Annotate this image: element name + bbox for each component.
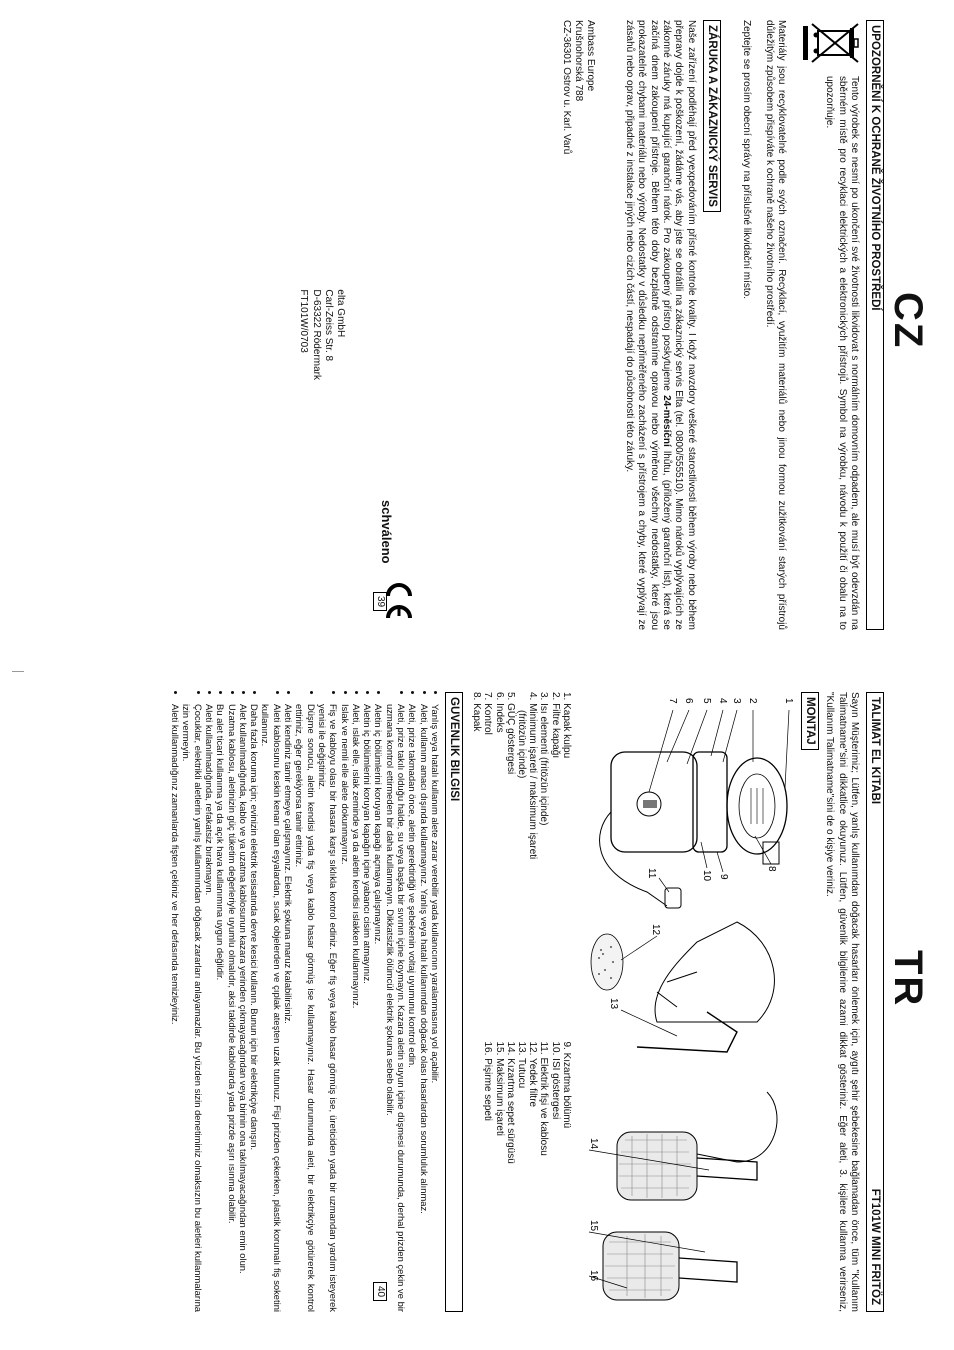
crossed-bin-icon [797,20,860,66]
safety-item: • Çocuklar, elektrikli aletlerin yanlış kullanımından doğacak zararları anlayamazlar. Bu yüzden sizin denetiminiz olmaksızın bu aletleri kullanmalarına izin vermeyin. [181,704,204,1312]
part-item: 16. Pişirme sepeti [482,1041,494,1121]
callout-13: 13 [607,998,619,1010]
part-item: 1. Kapak kulpu [560,692,572,759]
part-item: 6. Indeks [493,692,505,733]
callout-16: 16 [587,1270,599,1282]
cz-collection-text: Zeptejte se prosím obecní správy na příslušné likvidační místo. [741,20,753,300]
callout-7: 7 [666,698,678,704]
safety-item: • Daha fazla koruma için; evinizin elektrik tesisatında devre kesici kullanın. Bunun için bir elektrikçiye danışın. [249,704,260,1312]
safety-item: • Aleti kablosunu keskin kenarı olan eşyalardan, sıcak objelerden ve çıplak ateşten uzak tutunuz. Fişi prizden çekerken, plastik korumalı fiş soketini kullanınız. [260,704,283,1312]
safety-item: • Aleti, prize takmadan önce, aletin gerektirdiği ve şebekenin voltaj uyumunu kontrol edin. [407,704,418,1312]
tr-montaj-heading: MONTAJ [801,692,819,750]
part-item: 3. Isı elementi (fritözün içinde) [538,692,550,826]
tr-language-label: TR [886,950,930,1008]
fryer-diagram [580,692,797,1312]
cz-recycle-text: Materiály jsou recyklovatelné podle svých označení. Recyklací, využitím materiálů nebo jinou formou zužitkování starých přístrojů důležitým způsobem přispíváte k ochraně našeho životního prostředí. [763,20,787,630]
parts-list-right [471,1041,572,1312]
safety-item: • Aleti, kullanım amacı dışında kullanmayınız. Yanlış veya hatalı kullanımdan doğacak olası hasarlardan sorumluluk alınmaz. [418,704,429,1312]
part-item: (fritözün içinde) [515,710,527,779]
tr-page [170,692,930,1312]
callout-6: 6 [682,698,694,704]
cz-weee-block [797,20,860,630]
part-item: 12. Yedek filtre [527,1041,539,1108]
cz-language-label: CZ [886,292,930,350]
page-divider [12,671,24,672]
cz-page [297,20,930,630]
part-item: 14. Kızartma sepet sürgüsü [504,1041,516,1164]
callout-14: 14 [587,1138,599,1150]
callout-8: 8 [765,866,777,872]
safety-item: • Aleti, prize takılı olduğu halde, su veya başka bir sıvının içine koymayın. Kazara aletin suyun içine düşmesi durumunda, derhal prizden çekin ve bir uzmana kontrol ettirmeden bir daha kullanmayın. Dikkatsizlik ölümcül elektrik şokuna sebeb olabilir. [384,704,407,1312]
callout-10: 10 [700,870,712,882]
safety-item: • Islak ve nemli elle alete dokunmayınız. [339,704,350,1312]
safety-item: • Bu alet ticari kullanıma ya da açık hava kullanımına uygun değildir. [215,704,226,1312]
tr-manual-heading: TALIMAT EL KITABI FT101W MINI FRITÖZ [866,692,884,1312]
safety-item: • Aleti kullanılmadığında, refakatsiz bırakmayın. [204,704,215,1312]
safety-item: • Aletin iç bölümlerini koruyan kapağın içine yabancı cisim atmayınız. [362,704,373,1312]
callout-11: 11 [645,868,657,879]
safety-item: • Uzatma kablosu, aletinizin güç tüketim değerleriyle uyumlu olmalıdır, aksi takdirde kablolarda yada prizde aşırı ısınma olabilir. [226,704,237,1312]
callout-1: 1 [782,698,794,704]
tr-safety-heading: GUVENLIK BILGISI [445,692,463,1312]
part-item: 13. Tutucu [515,1041,527,1089]
part-item: 11. Elektrik fişi ve kablosu [538,1041,550,1156]
safety-item: • Aleti kendiniz tamir etmeye çalışmayınız. Elektrik şokuna maruz kalabilirsiniz. [283,704,294,1312]
parts-list [471,692,572,1312]
safety-item: • Aletin iç bölümlerini koruyan kapağı açmaya çalışmayınız. [373,704,384,1312]
part-item: 5. GÜÇ göstergesi [504,692,516,775]
cz-address-left: Ambass Europe Krušnohorská 788 CZ-36301 Ostrov u. Karl. Varů [560,20,597,155]
callout-9: 9 [717,874,729,880]
callout-3: 3 [730,698,742,704]
callout-15: 15 [587,1220,599,1232]
part-item: 4. Minimum işareti / maksimum işareti [527,692,539,860]
approved-label: schváleno [379,500,394,564]
safety-item: • Alet kullanılmadığında, kablo ve ya uzatma kablosunun kazara yerinden çıkmayacağından veya birinin ona takılmayacağından emin olun. [238,704,249,1312]
part-item: 8. Kapak [471,692,483,732]
callout-12: 12 [649,924,661,936]
tr-intro: Sayın Müşterimiz; Lütfen, yanlış kullanımdan doğacak hasarları önlemek için, aygıtı şehir şebekesine bağlamadan önce, tüm "Kullanım Talimatname"sini dikkatlice okuyunuz. Lütfen, güvenlik bilgilerine azami dikkat gösteriniz. Eğer aleti, 3. kişilere kullanma verirseniz, "Kullanım Talimatname"sini de o kişiye veriniz. [824,692,860,1312]
part-item: 7. Kontrol [482,692,494,735]
cz-address-right: elta GmbH Carl-Zeiss Str. 8 D-63322 Rödermark FT101W/0703 [298,289,347,380]
safety-item: • Fiş ve kabloyu olası bir hasara karşı sıklıkla kontrol ediniz. Eğer fiş veya kablo hasar görmüş ise, üreticiden yada bir uzmandan yardım isteyerek yenisi ile değiştiriniz. [317,704,340,1312]
callout-2: 2 [746,698,758,704]
safety-item: • Düşme sonucu, aletin kendisi yada fiş veya kablo hasar görmüş ise kullanmayınız. Hasar durumunda aleti, bir elektrikçiye götürerek kontrol ettiriniz, eğer gerekiyorsa tamir ettiriniz. [294,704,317,1312]
cz-warranty-heading: ZÁRUKA A ZÁKAZNICKÝ SERVIS [703,20,721,212]
callout-4: 4 [716,698,728,704]
cz-warranty-text: Naše zařízení podléhají před vyexpedováním přísné kontrole kvality. I když navzdory veškeré starostlivosti během výroby nebo během přepravy dojde k poškození, žádáme vás, aby jste se obrátili na zákaznický servis Elta (tel. 0800/555510). Mimo nároků vyplývajících ze zákonné záruky má kupující garanční nárok. Pro zakoupený přístroj poskytujeme 24-měsíční lhůtu, (přiložený garanční list), která se začíná dnem zakoupení přístroje. Během této doby bezplatně odstraníme opravou nebo výměnou všechny nedostatky, které jsou prokazatelně chybami materiálu nebo výroby. Nedostatky v důsledku nepřiměřeného zacházení s přístrojem a chyby, které vyplývají ze zásahů nebo oprav, připadné z instalace jiných nebo cizích částí, nespadají do působnosti této záruky. [623,20,697,630]
part-item: 10. ISI göstergesi [549,1041,561,1120]
cz-addresses [297,20,597,630]
safety-item: • Aleti, ıslak elle, ıslak zeminde ya da aletin kendisi ıslakken kullanmayınız. [351,704,362,1312]
page-number-40: 40 [373,1282,387,1301]
safety-item: • Yanlış veya hatalı kullanım alete zarar verebilir yada kullanıcının yaralanmasına yol açabilir. [430,704,441,1312]
tr-model-heading: FT101W MINI FRITÖZ [869,1188,881,1305]
part-item: 15. Maksimum işareti [493,1041,505,1136]
safety-list [170,692,441,1312]
parts-list-left [471,692,572,1007]
part-item: 2. Filtre kapağı [549,692,561,759]
safety-item: • Aleti kullanmadığınız zamanlarda fişten çekiniz ve her defasında temizleyiniz. [170,704,181,1312]
cz-weee-text: Tento výrobek se nesmí po ukončení své životnosti likvidovat s normálním domovním odpadem, ale musí být odevzdán na sběrném místě pro recyklaci elektrických a elektronických přístrojů. Symbol na výrobku, návodu k použití či obalu na to upozorňuje. [824,76,860,630]
part-item: 9. Kızartma bölümü [560,1041,572,1129]
callout-5: 5 [700,698,712,704]
cz-weee-heading: UPOZORNĚNÍ K OCHRANĚ ŽIVOTNÍHO PROSTŘEDÍ [866,20,884,630]
page-number-39: 39 [373,592,387,611]
